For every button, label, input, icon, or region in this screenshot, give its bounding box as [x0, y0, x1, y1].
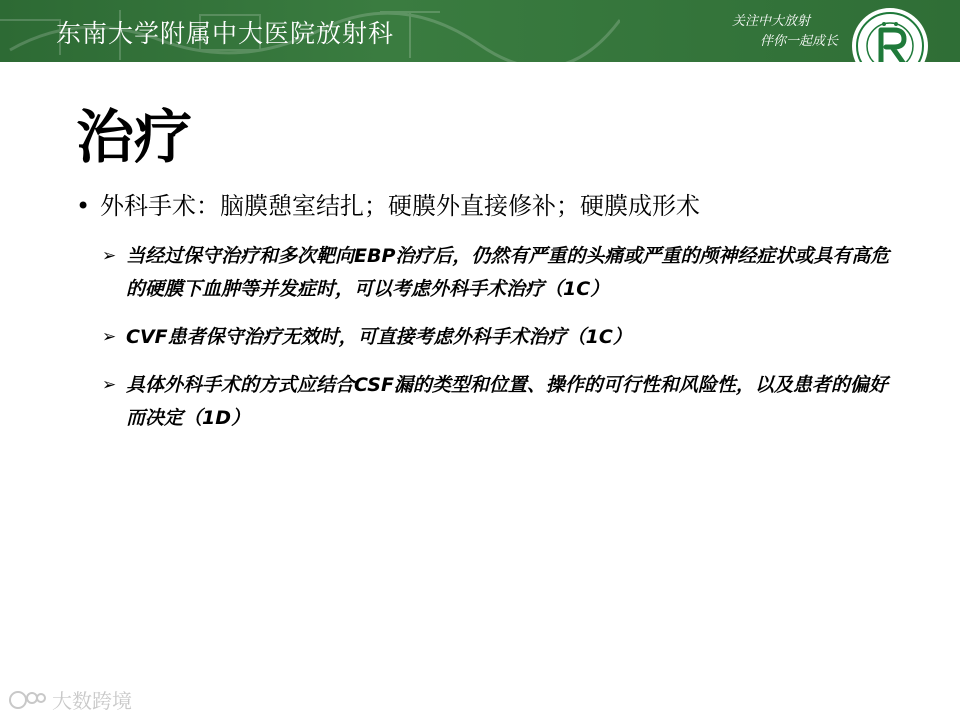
watermark-logo-icon — [8, 689, 46, 711]
watermark-text: 大数跨境 — [52, 689, 132, 713]
sub-bullet-text: 当经过保守治疗和多次靶向EBP治疗后，仍然有严重的头痛或严重的颅神经症状或具有高危的硬膜下血肿等并发症时，可以考虑外科手术治疗（1C） — [126, 245, 890, 300]
main-bullet — [76, 186, 926, 221]
sub-bullet-list — [102, 240, 902, 450]
arrow-bullet-icon: ➢ — [102, 375, 117, 395]
slogan-line-1: 关注中大放射 — [731, 14, 810, 29]
arrow-bullet-icon: ➢ — [102, 246, 117, 266]
main-bullet-text: 外科手术：脑膜憩室结扎；硬膜外直接修补；硬膜成形术 — [100, 192, 700, 220]
hospital-logo — [850, 6, 930, 62]
sub-bullet-item — [102, 369, 902, 435]
slogan — [731, 12, 838, 52]
sub-bullet-item — [102, 240, 902, 306]
header-bar — [0, 0, 960, 62]
arrow-bullet-icon: ➢ — [102, 327, 117, 347]
department-title: 东南大学附属中大医院放射科 — [56, 19, 395, 48]
slide-title: 治疗 — [76, 103, 193, 171]
watermark — [8, 685, 132, 714]
slogan-line-2: 伴你一起成长 — [759, 34, 838, 49]
bullet-dot: • — [76, 192, 91, 220]
sub-bullet-item — [102, 321, 902, 354]
sub-bullet-text: 具体外科手术的方式应结合CSF漏的类型和位置、操作的可行性和风险性，以及患者的偏好而决定（1D） — [126, 374, 888, 429]
sub-bullet-text: CVF患者保守治疗无效时，可直接考虑外科手术治疗（1C） — [126, 326, 632, 348]
